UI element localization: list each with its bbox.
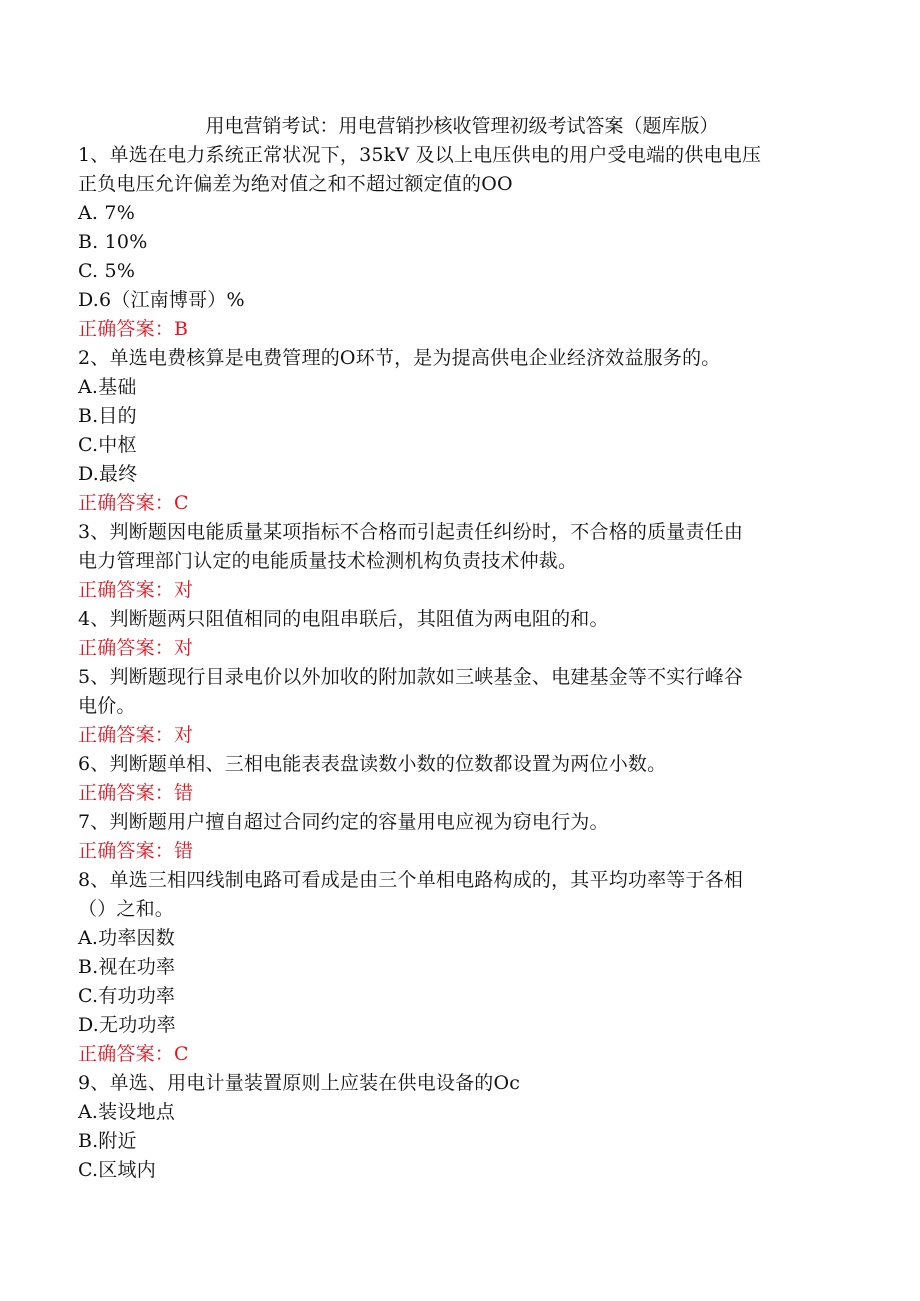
document-title: 用电营销考试：用电营销抄核收管理初级考试答案（题库版） — [205, 115, 719, 137]
question-3-answer — [78, 576, 838, 605]
answer-value: 对 — [174, 579, 194, 601]
question-1-option-a: A. 7% — [78, 202, 135, 224]
question-6-line-1: 6、判断题单相、三相电能表表盘读数小数的位数都设置为两位小数。 — [78, 753, 667, 775]
answer-label: 正确答案： — [78, 318, 175, 340]
answer-value: 对 — [174, 724, 194, 746]
question-3-line-2: 电力管理部门认定的电能质量技术检测机构负责技术仲裁。 — [78, 550, 578, 572]
question-8-line-1: 8、单选三相四线制电路可看成是由三个单相电路构成的，其平均功率等于各相 — [78, 869, 744, 891]
answer-label: 正确答案： — [78, 637, 175, 659]
document-page — [78, 112, 838, 1185]
answer-label: 正确答案： — [78, 579, 175, 601]
question-2-option-d: D.最终 — [78, 463, 138, 485]
answer-label: 正确答案： — [78, 782, 175, 804]
question-8-line-2: （）之和。 — [78, 898, 175, 920]
answer-label: 正确答案： — [78, 1043, 175, 1065]
question-1-answer — [78, 315, 838, 344]
answer-value: B — [174, 318, 189, 340]
question-8-option-b: B.视在功率 — [78, 956, 176, 978]
question-1-option-d: D.6（江南博哥）% — [78, 289, 245, 311]
question-9-option-c: C.区域内 — [78, 1159, 156, 1181]
answer-value: C — [174, 1043, 189, 1065]
answer-value: 错 — [174, 840, 194, 862]
question-5-line-1: 5、判断题现行目录电价以外加收的附加款如三峡基金、电建基金等不实行峰谷 — [78, 666, 744, 688]
question-9-option-b: B.附近 — [78, 1130, 137, 1152]
question-6-answer — [78, 779, 838, 808]
answer-label: 正确答案： — [78, 492, 175, 514]
question-8-option-a: A.功率因数 — [78, 927, 175, 949]
answer-label: 正确答案： — [78, 840, 175, 862]
question-5-answer — [78, 721, 838, 750]
question-3-line-1: 3、判断题因电能质量某项指标不合格而引起责任纠纷时，不合格的质量责任由 — [78, 521, 744, 543]
question-9-line-1: 9、单选、用电计量装置原则上应装在供电设备的Oc — [78, 1072, 521, 1094]
question-2-line-1: 2、单选电费核算是电费管理的O环节，是为提高供电企业经济效益服务的。 — [78, 347, 721, 369]
question-2-answer — [78, 489, 838, 518]
answer-value: 对 — [174, 637, 194, 659]
question-2-option-b: B.目的 — [78, 405, 137, 427]
question-7-answer — [78, 837, 838, 866]
question-8-option-c: C.有功功率 — [78, 985, 176, 1007]
question-1-option-c: C. 5% — [78, 260, 136, 282]
question-1-line-2: 正负电压允许偏差为绝对值之和不超过额定值的OO — [78, 173, 513, 195]
answer-value: C — [174, 492, 189, 514]
question-7-line-1: 7、判断题用户擅自超过合同约定的容量用电应视为窃电行为。 — [78, 811, 609, 833]
question-4-answer — [78, 634, 838, 663]
question-5-line-2: 电价。 — [78, 695, 136, 717]
question-2-option-c: C.中枢 — [78, 434, 137, 456]
question-9-option-a: A.装设地点 — [78, 1101, 175, 1123]
question-8-option-d: D.无功功率 — [78, 1014, 176, 1036]
answer-value: 错 — [174, 782, 194, 804]
answer-label: 正确答案： — [78, 724, 175, 746]
question-8-answer — [78, 1040, 838, 1069]
question-1-option-b: B. 10% — [78, 231, 148, 253]
question-1-line-1: 1、单选在电力系统正常状况下，35kV 及以上电压供电的用户受电端的供电电压 — [78, 144, 762, 166]
question-4-line-1: 4、判断题两只阻值相同的电阻串联后，其阻值为两电阻的和。 — [78, 608, 609, 630]
question-2-option-a: A.基础 — [78, 376, 137, 398]
